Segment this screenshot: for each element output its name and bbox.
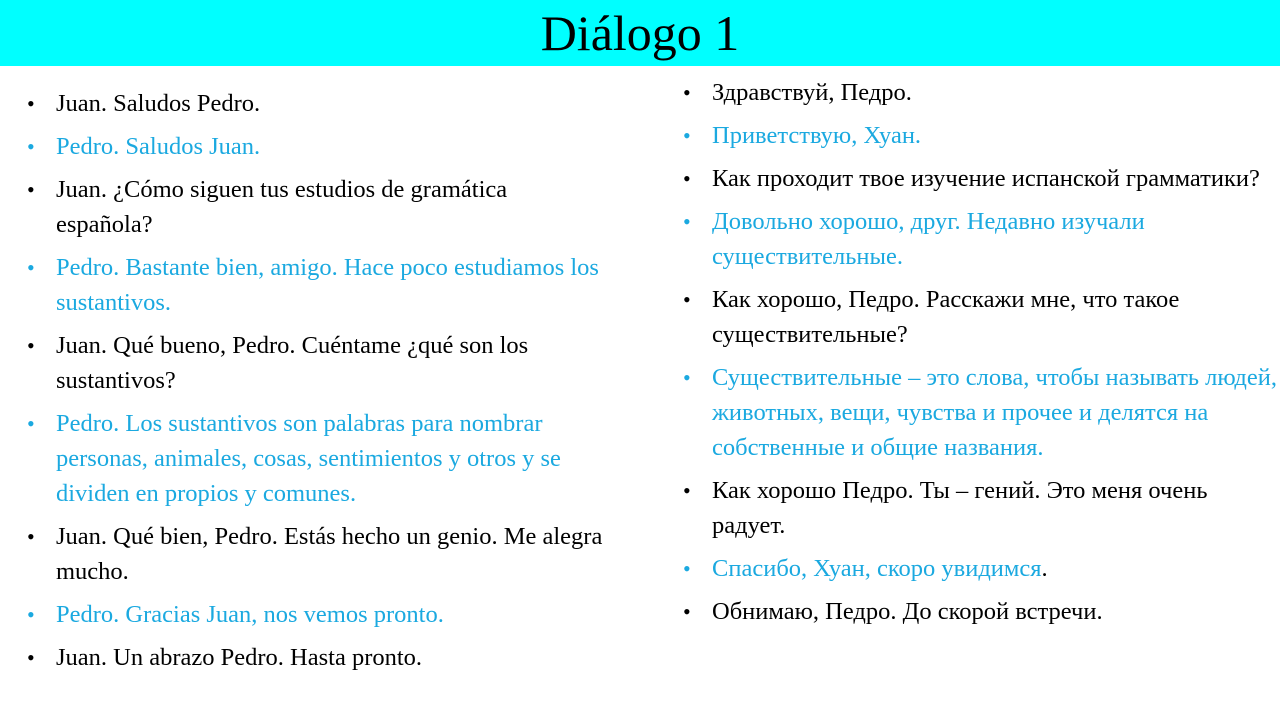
spanish-line-juan bbox=[27, 328, 607, 398]
bullet-icon: • bbox=[683, 599, 691, 624]
bullet-icon: • bbox=[683, 478, 691, 503]
bullet-icon: • bbox=[27, 134, 35, 159]
slide-title: Diálogo 1 bbox=[540, 5, 740, 61]
russian-line-juan bbox=[683, 282, 1278, 352]
dialogue-text: Здравствуй, Педро. bbox=[712, 79, 912, 106]
spanish-line-pedro bbox=[27, 250, 607, 320]
bullet-icon: • bbox=[683, 287, 691, 312]
dialogue-text: Juan. Un abrazo Pedro. Hasta pronto. bbox=[56, 644, 423, 671]
russian-line-pedro bbox=[683, 118, 1278, 153]
dialogue-text: Pedro. Los sustantivos son palabras para nombrar personas, animales, cosas, sentimientos y otros y se dividen en propios y comunes. bbox=[56, 410, 561, 507]
spanish-line-juan bbox=[27, 519, 607, 589]
spanish-line-pedro bbox=[27, 406, 607, 511]
dialogue-text-tail: . bbox=[1041, 555, 1048, 582]
dialogue-text: Juan. ¿Cómo siguen tus estudios de gramática española? bbox=[56, 176, 508, 238]
dialogue-text: Как проходит твое изучение испанской грамматики? bbox=[712, 165, 1260, 192]
dialogue-text: Juan. Qué bueno, Pedro. Cuéntame ¿qué son los sustantivos? bbox=[56, 332, 529, 394]
spanish-line-pedro bbox=[27, 597, 607, 632]
russian-line-juan bbox=[683, 75, 1278, 110]
dialogue-text: Pedro. Saludos Juan. bbox=[56, 133, 261, 160]
bullet-icon: • bbox=[683, 209, 691, 234]
bullet-icon: • bbox=[27, 333, 35, 358]
dialogue-text: Спасибо, Хуан, скоро увидимся bbox=[712, 555, 1042, 582]
bullet-icon: • bbox=[683, 166, 691, 191]
bullet-icon: • bbox=[683, 80, 691, 105]
dialogue-text: Обнимаю, Педро. До скорой встречи. bbox=[712, 598, 1103, 625]
bullet-icon: • bbox=[683, 123, 691, 148]
russian-line-pedro bbox=[683, 551, 1278, 586]
russian-dialogue-list bbox=[683, 75, 1278, 637]
spanish-dialogue-list bbox=[27, 86, 607, 683]
dialogue-text: Pedro. Bastante bien, amigo. Hace poco estudiamos los sustantivos. bbox=[56, 254, 599, 316]
title-bar bbox=[0, 0, 1280, 66]
bullet-icon: • bbox=[27, 91, 35, 116]
bullet-icon: • bbox=[27, 177, 35, 202]
spanish-line-juan bbox=[27, 172, 607, 242]
russian-line-pedro bbox=[683, 204, 1278, 274]
bullet-icon: • bbox=[27, 411, 35, 436]
russian-line-pedro bbox=[683, 360, 1278, 465]
spanish-line-juan bbox=[27, 640, 607, 675]
russian-line-juan bbox=[683, 473, 1278, 543]
bullet-icon: • bbox=[683, 556, 691, 581]
dialogue-text: Pedro. Gracias Juan, nos vemos pronto. bbox=[56, 601, 444, 628]
bullet-icon: • bbox=[27, 524, 35, 549]
spanish-line-pedro bbox=[27, 129, 607, 164]
bullet-icon: • bbox=[27, 645, 35, 670]
dialogue-text: Довольно хорошо, друг. Недавно изучали существительные. bbox=[712, 208, 1145, 270]
spanish-line-juan bbox=[27, 86, 607, 121]
russian-line-juan bbox=[683, 161, 1278, 196]
dialogue-text: Juan. Qué bien, Pedro. Estás hecho un genio. Me alegra mucho. bbox=[56, 523, 603, 585]
bullet-icon: • bbox=[27, 602, 35, 627]
dialogue-text: Приветствую, Хуан. bbox=[712, 122, 922, 149]
dialogue-text: Существительные – это слова, чтобы называть людей, животных, вещи, чувства и прочее и делятся на собственные и общие названия. bbox=[712, 364, 1277, 461]
dialogue-text: Juan. Saludos Pedro. bbox=[56, 90, 261, 117]
bullet-icon: • bbox=[683, 365, 691, 390]
bullet-icon: • bbox=[27, 255, 35, 280]
russian-line-juan bbox=[683, 594, 1278, 629]
dialogue-text: Как хорошо, Педро. Расскажи мне, что такое существительные? bbox=[712, 286, 1180, 348]
dialogue-text: Как хорошо Педро. Ты – гений. Это меня очень радует. bbox=[712, 477, 1208, 539]
